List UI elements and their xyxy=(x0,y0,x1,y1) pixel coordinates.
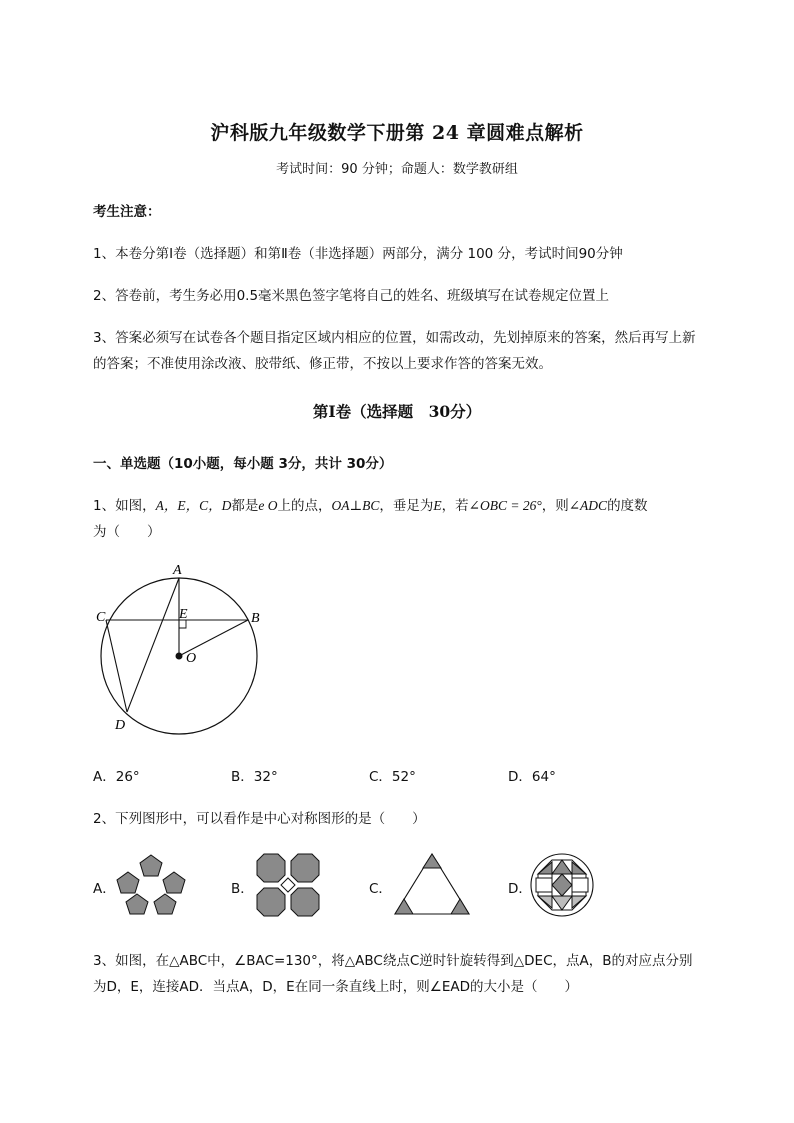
q1-option-b[interactable]: B．32° xyxy=(231,769,278,785)
chord-da xyxy=(127,578,179,712)
notice-heading: 考生注意： xyxy=(93,204,161,220)
section-title: 第Ⅰ卷（选择题 30分） xyxy=(312,402,482,421)
q2-figure-d-octagon xyxy=(528,852,596,918)
part-heading: 一、单选题（10小题，每小题 3分，共计 30分） xyxy=(93,456,393,472)
q2-figure-c-triangle xyxy=(393,852,471,916)
exam-info: 考试时间：90 分钟；命题人：数学教研组 xyxy=(276,162,518,177)
q2-figure-b-octagons xyxy=(255,852,321,918)
q2-figure-a-pentagons xyxy=(114,852,188,918)
notice-item-3-cont: 的答案；不准使用涂改液、胶带纸、修正带，不按以上要求作答的答案无效。 xyxy=(93,356,552,372)
q1-circle-figure xyxy=(90,560,270,740)
q2-stem: 2、下列图形中，可以看作是中心对称图形的是（ ） xyxy=(93,811,426,827)
notice-item-2: 2、答卷前，考生务必用0.5毫米黑色签字笔将自己的姓名、班级填写在试卷规定位置上 xyxy=(93,288,610,304)
label-b: B xyxy=(251,611,260,626)
q3-stem-cont: 为D，E，连接AD．当点A，D，E在同一条直线上时，则∠EAD的大小是（ ） xyxy=(93,979,578,995)
q1-stem: 1、如图，A，E，C，D都是e O上的点，OA⊥BC，垂足为E，若∠OBC = 26°，则∠ADC的度数 xyxy=(93,498,648,514)
page-title: 沪科版九年级数学下册第 24 章圆难点解析 xyxy=(210,122,584,144)
q2-option-b[interactable]: B． xyxy=(231,881,254,897)
q1-option-a[interactable]: A．26° xyxy=(93,769,140,785)
label-o: O xyxy=(186,651,197,666)
chord-cd xyxy=(106,620,127,712)
q1-option-d[interactable]: D．64° xyxy=(508,769,556,785)
q2-option-a[interactable]: A． xyxy=(93,881,116,897)
notice-item-3: 3、答案必须写在试卷各个题目指定区域内相应的位置，如需改动，先划掉原来的答案，然后再写上新 xyxy=(93,330,696,346)
q1-option-c[interactable]: C．52° xyxy=(369,769,416,785)
label-e: E xyxy=(179,607,188,622)
q3-stem: 3、如图，在△ABC中，∠BAC=130°，将△ABC绕点C逆时针旋转得到△DEC，点A，B的对应点分别 xyxy=(93,953,693,969)
center-point xyxy=(176,653,183,660)
q1-stem-cont: 为（ ） xyxy=(93,524,161,540)
q2-option-d[interactable]: D． xyxy=(508,881,532,897)
notice-item-1: 1、本卷分第Ⅰ卷（选择题）和第Ⅱ卷（非选择题）两部分，满分 100 分，考试时间90分钟 xyxy=(93,246,623,262)
label-a: A xyxy=(173,563,182,578)
label-c: C xyxy=(96,610,106,625)
label-d: D xyxy=(115,718,126,733)
q2-option-c[interactable]: C． xyxy=(369,881,392,897)
